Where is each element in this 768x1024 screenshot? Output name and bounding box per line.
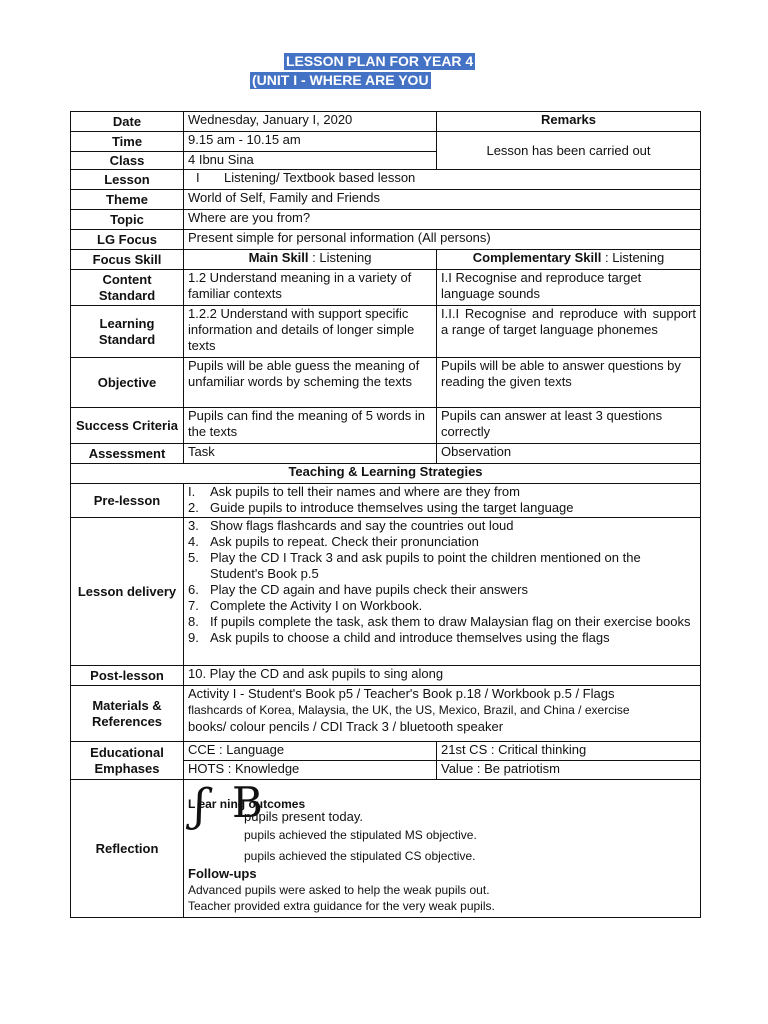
post-lesson-value: 10. Play the CD and ask pupils to sing along (184, 666, 701, 686)
row-content-standard (71, 270, 701, 306)
assessment-main: Task (184, 444, 437, 464)
comp-skill-label: Complementary Skill (472, 250, 602, 265)
value-time: 9.15 am - 10.15 am (184, 132, 437, 152)
learning-standard-comp: I.I.I Recognise and reproduce with support a range of target language phonemes (437, 306, 701, 358)
comp-skill-value: : Listening (604, 250, 665, 265)
row-strategies-header (71, 464, 701, 484)
objective-comp: Pupils will be able to answer questions by reading the given texts (437, 358, 701, 408)
handwritten-mark-b: B (232, 779, 263, 827)
success-main: Pupils can find the meaning of 5 words in the texts (184, 408, 437, 444)
step-text: Ask pupils to choose a child and introduce themselves using the flags (210, 630, 610, 645)
row-lg-focus (71, 230, 701, 250)
complementary-skill (437, 250, 701, 270)
materials-line1: Activity I - Student's Book p5 / Teacher's Book p.18 / Workbook p.5 / Flags (188, 686, 615, 701)
row-topic (71, 210, 701, 230)
reflection-value (184, 780, 701, 918)
emphasis-value: Value : Be patriotism (437, 761, 701, 780)
step-text: If pupils complete the task, ask them to draw Malaysian flag on their exercise books (210, 614, 691, 629)
step-number: 2. (188, 500, 199, 515)
label-time: Time (71, 132, 184, 152)
step-text: Play the CD again and have pupils check their answers (210, 582, 528, 597)
lesson-type: Listening/ Textbook based lesson (224, 170, 416, 185)
delivery-step (188, 582, 696, 598)
row-learning-standard (71, 306, 701, 358)
value-lesson (184, 170, 701, 190)
row-time (71, 132, 701, 152)
doc-title-line2: (UNIT I - WHERE ARE YOU (252, 72, 429, 88)
step-number: 8. (188, 614, 199, 629)
step-text: Show flags flashcards and say the countries out loud (210, 518, 514, 533)
label-lesson-delivery: Lesson delivery (71, 518, 184, 666)
learning-outcomes-heading: L ear ning outcomes (188, 797, 306, 811)
objective-main: Pupils will be able guess the meaning of unfamiliar words by scheming the texts (184, 358, 437, 408)
main-skill-value: : Listening (312, 250, 372, 265)
followup-1: Advanced pupils were asked to help the weak pupils out. (188, 883, 490, 897)
step-text: Complete the Activity I on Workbook. (210, 598, 423, 613)
label-content-standard: Content Standard (71, 270, 184, 306)
row-post-lesson (71, 666, 701, 686)
label-assessment: Assessment (71, 444, 184, 464)
label-post-lesson: Post-lesson (71, 666, 184, 686)
row-lesson-delivery (71, 518, 701, 666)
lesson-delivery-steps (184, 518, 701, 666)
doc-title-line1: LESSON PLAN FOR YEAR 4 (286, 53, 474, 69)
lesson-number: I (196, 170, 200, 185)
lesson-delivery-list (188, 518, 696, 646)
value-lg-focus: Present simple for personal information (All persons) (184, 230, 701, 250)
row-date (71, 112, 701, 132)
row-materials (71, 686, 701, 742)
materials-line2: flashcards of Korea, Malaysia, the UK, the US, Mexico, Brazil, and China / exercise (188, 703, 630, 717)
row-pre-lesson (71, 484, 701, 518)
row-emphases-1 (71, 742, 701, 761)
step-number: 9. (188, 630, 199, 645)
emphasis-hots: HOTS : Knowledge (184, 761, 437, 780)
followups-heading: Follow-ups (188, 866, 257, 881)
reflection-cs: pupils achieved the stipulated CS objective. (244, 849, 476, 863)
row-focus-skill (71, 250, 701, 270)
delivery-step (188, 614, 696, 630)
label-educational-emphases: Educational Emphases (71, 742, 184, 780)
step-text: Play the CD I Track 3 and ask pupils to point the children mentioned on the Student's Book p.5 (210, 550, 641, 581)
row-reflection (71, 780, 701, 918)
assessment-comp: Observation (437, 444, 701, 464)
label-reflection: Reflection (71, 780, 184, 918)
step-text: Guide pupils to introduce themselves using the target language (210, 500, 574, 515)
label-focus-skill: Focus Skill (71, 250, 184, 270)
step-number: 6. (188, 582, 199, 597)
step-number: 4. (188, 534, 199, 549)
emphasis-21cs: 21st CS : Critical thinking (437, 742, 701, 761)
label-lg-focus: LG Focus (71, 230, 184, 250)
emphasis-cce: CCE : Language (184, 742, 437, 761)
row-lesson (71, 170, 701, 190)
delivery-step (188, 630, 696, 646)
main-skill-label: Main Skill (248, 250, 309, 265)
step-number: 3. (188, 518, 199, 533)
step-number: 5. (188, 550, 199, 565)
remarks-header: Remarks (437, 112, 701, 132)
pre-step (188, 484, 696, 500)
step-number: 7. (188, 598, 199, 613)
handwritten-mark-s: ʃ (194, 780, 206, 831)
strategies-header: Teaching & Learning Strategies (71, 464, 701, 484)
content-standard-main: 1.2 Understand meaning in a variety of familiar contexts (184, 270, 437, 306)
delivery-step (188, 534, 696, 550)
pre-lesson-list (188, 484, 696, 516)
main-skill (184, 250, 437, 270)
row-theme (71, 190, 701, 210)
row-assessment (71, 444, 701, 464)
value-theme: World of Self, Family and Friends (184, 190, 701, 210)
remarks-value: Lesson has been carried out (437, 132, 701, 170)
label-learning-standard: Learning Standard (71, 306, 184, 358)
delivery-step (188, 550, 696, 582)
value-topic: Where are you from? (184, 210, 701, 230)
label-lesson: Lesson (71, 170, 184, 190)
materials-value (184, 686, 701, 742)
followup-2: Teacher provided extra guidance for the very weak pupils. (188, 899, 495, 913)
content-standard-comp: I.I Recognise and reproduce target language sounds (437, 270, 701, 306)
row-success-criteria (71, 408, 701, 444)
row-objective (71, 358, 701, 408)
label-objective: Objective (71, 358, 184, 408)
step-text: Ask pupils to repeat. Check their pronunciation (210, 534, 479, 549)
pre-step (188, 500, 696, 516)
reflection-block (188, 780, 696, 914)
learning-standard-main: 1.2.2 Understand with support specific information and details of longer simple texts (184, 306, 437, 358)
delivery-step (188, 518, 696, 534)
step-number: I. (188, 484, 196, 499)
label-theme: Theme (71, 190, 184, 210)
label-date: Date (71, 112, 184, 132)
label-materials: Materials & References (71, 686, 184, 742)
delivery-step (188, 598, 696, 614)
lesson-plan-table (70, 111, 701, 918)
reflection-ms: pupils achieved the stipulated MS objective. (244, 828, 477, 842)
label-pre-lesson: Pre-lesson (71, 484, 184, 518)
success-comp: Pupils can answer at least 3 questions correctly (437, 408, 701, 444)
materials-line3: books/ colour pencils / CDI Track 3 / bluetooth speaker (188, 719, 504, 734)
pre-lesson-steps (184, 484, 701, 518)
label-topic: Topic (71, 210, 184, 230)
label-success-criteria: Success Criteria (71, 408, 184, 444)
label-class: Class (71, 152, 184, 170)
step-text: Ask pupils to tell their names and where are they from (210, 484, 520, 499)
value-class: 4 Ibnu Sina (184, 152, 437, 170)
value-date: Wednesday, January I, 2020 (184, 112, 437, 132)
reflection-present: pupils present today. (244, 809, 363, 824)
